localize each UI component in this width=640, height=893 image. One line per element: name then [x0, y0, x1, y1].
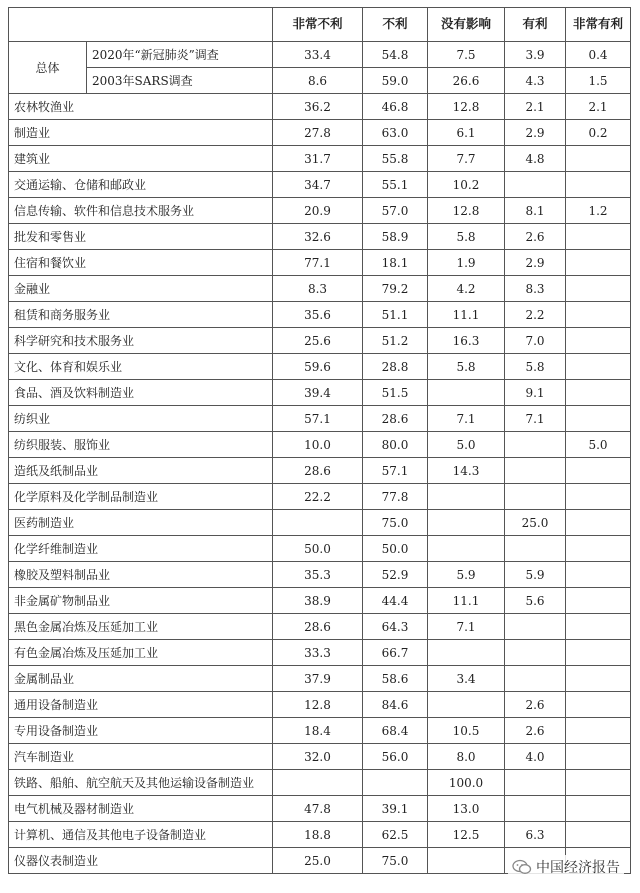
table-cell: 20.9 [273, 198, 363, 224]
overall-row-2003 [9, 68, 631, 94]
table-cell [566, 328, 631, 354]
table-cell [566, 484, 631, 510]
table-cell: 77.8 [363, 484, 428, 510]
table-cell [566, 224, 631, 250]
table-cell: 5.8 [428, 224, 505, 250]
table-row [9, 172, 631, 198]
industry-label: 租赁和商务服务业 [9, 302, 273, 328]
table-row [9, 744, 631, 770]
table-row [9, 458, 631, 484]
table-cell [566, 614, 631, 640]
table-cell [566, 796, 631, 822]
table-cell [505, 458, 566, 484]
industry-label: 批发和零售业 [9, 224, 273, 250]
table-cell: 57.0 [363, 198, 428, 224]
table-cell: 12.8 [428, 198, 505, 224]
table-cell: 75.0 [363, 848, 428, 874]
table-cell [566, 354, 631, 380]
table-cell: 25.0 [273, 848, 363, 874]
table-cell: 50.0 [273, 536, 363, 562]
table-cell [566, 536, 631, 562]
industry-label: 黑色金属冶炼及压延加工业 [9, 614, 273, 640]
table-row [9, 146, 631, 172]
survey-label: 2003年SARS调查 [87, 68, 273, 94]
industry-label: 交通运输、仓储和邮政业 [9, 172, 273, 198]
industry-label: 专用设备制造业 [9, 718, 273, 744]
table-cell: 10.0 [273, 432, 363, 458]
industry-label: 住宿和餐饮业 [9, 250, 273, 276]
survey-label: 2020年“新冠肺炎”调查 [87, 42, 273, 68]
table-row [9, 536, 631, 562]
table-cell: 77.1 [273, 250, 363, 276]
table-cell: 28.6 [363, 406, 428, 432]
table-cell: 31.7 [273, 146, 363, 172]
table-cell: 100.0 [428, 770, 505, 796]
table-cell: 33.4 [273, 42, 363, 68]
table-cell [566, 588, 631, 614]
table-cell: 50.0 [363, 536, 428, 562]
table-cell [428, 692, 505, 718]
table-cell: 18.1 [363, 250, 428, 276]
industry-label: 金融业 [9, 276, 273, 302]
table-cell: 14.3 [428, 458, 505, 484]
table-cell: 54.8 [363, 42, 428, 68]
industry-label: 计算机、通信及其他电子设备制造业 [9, 822, 273, 848]
industry-label: 汽车制造业 [9, 744, 273, 770]
table-cell [505, 796, 566, 822]
table-cell [428, 380, 505, 406]
table-cell: 47.8 [273, 796, 363, 822]
table-cell: 51.1 [363, 302, 428, 328]
table-cell: 8.1 [505, 198, 566, 224]
table-cell: 39.4 [273, 380, 363, 406]
table-cell: 5.9 [428, 562, 505, 588]
table-cell [428, 510, 505, 536]
table-cell: 55.8 [363, 146, 428, 172]
table-cell: 2.9 [505, 120, 566, 146]
table-cell [505, 484, 566, 510]
table-row [9, 198, 631, 224]
table-cell: 0.2 [566, 120, 631, 146]
table-cell: 34.7 [273, 172, 363, 198]
table-row [9, 770, 631, 796]
column-header: 不利 [363, 8, 428, 42]
table-cell [566, 510, 631, 536]
table-cell: 2.1 [566, 94, 631, 120]
table-cell: 33.3 [273, 640, 363, 666]
overall-group-label: 总体 [9, 42, 87, 94]
industry-label: 农林牧渔业 [9, 94, 273, 120]
table-cell [566, 770, 631, 796]
table-cell: 25.0 [505, 510, 566, 536]
table-cell: 84.6 [363, 692, 428, 718]
table-cell: 52.9 [363, 562, 428, 588]
table-cell: 5.0 [566, 432, 631, 458]
table-cell: 18.4 [273, 718, 363, 744]
industry-label: 制造业 [9, 120, 273, 146]
overall-row-2020 [9, 42, 631, 68]
table-cell: 8.3 [273, 276, 363, 302]
table-cell [566, 380, 631, 406]
table-cell: 58.6 [363, 666, 428, 692]
industry-label: 科学研究和技术服务业 [9, 328, 273, 354]
table-cell: 58.9 [363, 224, 428, 250]
table-row [9, 354, 631, 380]
table-cell [566, 146, 631, 172]
table-row [9, 328, 631, 354]
table-cell: 32.6 [273, 224, 363, 250]
header-row [9, 8, 631, 42]
table-cell [566, 692, 631, 718]
table-cell: 56.0 [363, 744, 428, 770]
table-cell: 3.9 [505, 42, 566, 68]
table-cell: 7.1 [428, 406, 505, 432]
table-cell [566, 458, 631, 484]
table-cell [505, 640, 566, 666]
table-cell: 3.4 [428, 666, 505, 692]
table-cell: 5.9 [505, 562, 566, 588]
table-row [9, 796, 631, 822]
table-cell: 75.0 [363, 510, 428, 536]
table-cell: 7.7 [428, 146, 505, 172]
table-cell [566, 744, 631, 770]
table-cell: 25.6 [273, 328, 363, 354]
table-cell: 4.3 [505, 68, 566, 94]
table-cell: 36.2 [273, 94, 363, 120]
table-cell: 46.8 [363, 94, 428, 120]
table-cell: 13.0 [428, 796, 505, 822]
table-cell: 0.4 [566, 42, 631, 68]
table-cell: 66.7 [363, 640, 428, 666]
table-cell [428, 848, 505, 874]
table-cell: 62.5 [363, 822, 428, 848]
table-cell: 11.1 [428, 302, 505, 328]
table-cell [505, 666, 566, 692]
table-cell: 63.0 [363, 120, 428, 146]
table-cell: 32.0 [273, 744, 363, 770]
industry-label: 化学纤维制造业 [9, 536, 273, 562]
table-row [9, 94, 631, 120]
header-corner [9, 8, 273, 42]
table-cell: 5.0 [428, 432, 505, 458]
table-cell: 35.6 [273, 302, 363, 328]
table-cell: 11.1 [428, 588, 505, 614]
column-header: 非常有利 [566, 8, 631, 42]
table-cell: 5.6 [505, 588, 566, 614]
table-cell: 28.6 [273, 614, 363, 640]
table-cell: 7.5 [428, 42, 505, 68]
table-cell: 39.1 [363, 796, 428, 822]
table-row [9, 718, 631, 744]
table-cell [566, 718, 631, 744]
table-cell: 1.2 [566, 198, 631, 224]
table-cell [566, 666, 631, 692]
table-cell [428, 640, 505, 666]
table-cell: 16.3 [428, 328, 505, 354]
column-header: 有利 [505, 8, 566, 42]
table-cell: 9.1 [505, 380, 566, 406]
table-cell: 8.6 [273, 68, 363, 94]
table-cell: 6.1 [428, 120, 505, 146]
table-cell [428, 484, 505, 510]
table-cell [505, 172, 566, 198]
table-cell: 59.0 [363, 68, 428, 94]
table-cell: 80.0 [363, 432, 428, 458]
table-cell: 2.9 [505, 250, 566, 276]
industry-label: 金属制品业 [9, 666, 273, 692]
table-cell: 1.5 [566, 68, 631, 94]
table-cell [566, 562, 631, 588]
table-cell [428, 536, 505, 562]
table-cell [566, 172, 631, 198]
table-row [9, 432, 631, 458]
table-cell: 7.0 [505, 328, 566, 354]
table-cell [505, 614, 566, 640]
table-row [9, 302, 631, 328]
table-cell: 44.4 [363, 588, 428, 614]
table-row [9, 822, 631, 848]
table-cell [566, 302, 631, 328]
table-cell: 28.8 [363, 354, 428, 380]
table-row [9, 666, 631, 692]
industry-label: 铁路、船舶、航空航天及其他运输设备制造业 [9, 770, 273, 796]
table-row [9, 380, 631, 406]
table-cell: 57.1 [363, 458, 428, 484]
table-row [9, 276, 631, 302]
industry-label: 化学原料及化学制品制造业 [9, 484, 273, 510]
table-cell: 12.8 [428, 94, 505, 120]
table-cell: 27.8 [273, 120, 363, 146]
table-row [9, 640, 631, 666]
table-row [9, 692, 631, 718]
wechat-icon [512, 859, 532, 875]
table-cell: 2.1 [505, 94, 566, 120]
table-cell: 2.6 [505, 718, 566, 744]
table-cell: 12.8 [273, 692, 363, 718]
table-cell [566, 276, 631, 302]
table-cell: 22.2 [273, 484, 363, 510]
industry-label: 非金属矿物制品业 [9, 588, 273, 614]
table-cell: 51.5 [363, 380, 428, 406]
table-cell: 35.3 [273, 562, 363, 588]
industry-label: 食品、酒及饮料制造业 [9, 380, 273, 406]
table-row [9, 120, 631, 146]
table-cell: 26.6 [428, 68, 505, 94]
table-cell: 1.9 [428, 250, 505, 276]
industry-label: 信息传输、软件和信息技术服务业 [9, 198, 273, 224]
table-cell: 2.6 [505, 224, 566, 250]
table-cell: 4.8 [505, 146, 566, 172]
industry-label: 仪器仪表制造业 [9, 848, 273, 874]
table-cell: 64.3 [363, 614, 428, 640]
industry-label: 造纸及纸制品业 [9, 458, 273, 484]
table-row [9, 250, 631, 276]
watermark [508, 855, 624, 879]
industry-impact-table [8, 7, 631, 874]
industry-label: 医药制造业 [9, 510, 273, 536]
table-cell: 2.6 [505, 692, 566, 718]
table-cell: 7.1 [505, 406, 566, 432]
table-cell: 68.4 [363, 718, 428, 744]
column-header: 没有影响 [428, 8, 505, 42]
industry-label: 纺织业 [9, 406, 273, 432]
table-cell: 28.6 [273, 458, 363, 484]
industry-label: 通用设备制造业 [9, 692, 273, 718]
table-cell [566, 640, 631, 666]
column-header: 非常不利 [273, 8, 363, 42]
table-cell: 4.0 [505, 744, 566, 770]
table-cell [566, 250, 631, 276]
table-row [9, 562, 631, 588]
table-cell: 4.2 [428, 276, 505, 302]
table-cell [363, 770, 428, 796]
industry-label: 纺织服装、服饰业 [9, 432, 273, 458]
table-cell: 57.1 [273, 406, 363, 432]
table-cell [505, 536, 566, 562]
table-cell [566, 406, 631, 432]
table-cell: 5.8 [505, 354, 566, 380]
table-cell: 18.8 [273, 822, 363, 848]
table-row [9, 224, 631, 250]
table-row [9, 510, 631, 536]
table-cell: 10.2 [428, 172, 505, 198]
table-cell: 79.2 [363, 276, 428, 302]
industry-label: 建筑业 [9, 146, 273, 172]
table-cell: 55.1 [363, 172, 428, 198]
table-cell [273, 770, 363, 796]
table-cell: 6.3 [505, 822, 566, 848]
industry-label: 文化、体育和娱乐业 [9, 354, 273, 380]
industry-label: 电气机械及器材制造业 [9, 796, 273, 822]
table-row [9, 484, 631, 510]
table-cell: 8.3 [505, 276, 566, 302]
table-cell: 5.8 [428, 354, 505, 380]
table-cell: 59.6 [273, 354, 363, 380]
table-cell: 38.9 [273, 588, 363, 614]
table-cell [566, 822, 631, 848]
table-row [9, 614, 631, 640]
industry-label: 橡胶及塑料制品业 [9, 562, 273, 588]
table-cell: 8.0 [428, 744, 505, 770]
table-cell [273, 510, 363, 536]
table-cell: 7.1 [428, 614, 505, 640]
watermark-text: 中国经济报告 [536, 860, 620, 876]
table-cell: 12.5 [428, 822, 505, 848]
table-cell: 37.9 [273, 666, 363, 692]
table-cell [505, 770, 566, 796]
table-row [9, 588, 631, 614]
table-cell: 51.2 [363, 328, 428, 354]
table-cell: 2.2 [505, 302, 566, 328]
table-row [9, 406, 631, 432]
industry-label: 有色金属冶炼及压延加工业 [9, 640, 273, 666]
table-cell: 10.5 [428, 718, 505, 744]
table-cell [505, 432, 566, 458]
